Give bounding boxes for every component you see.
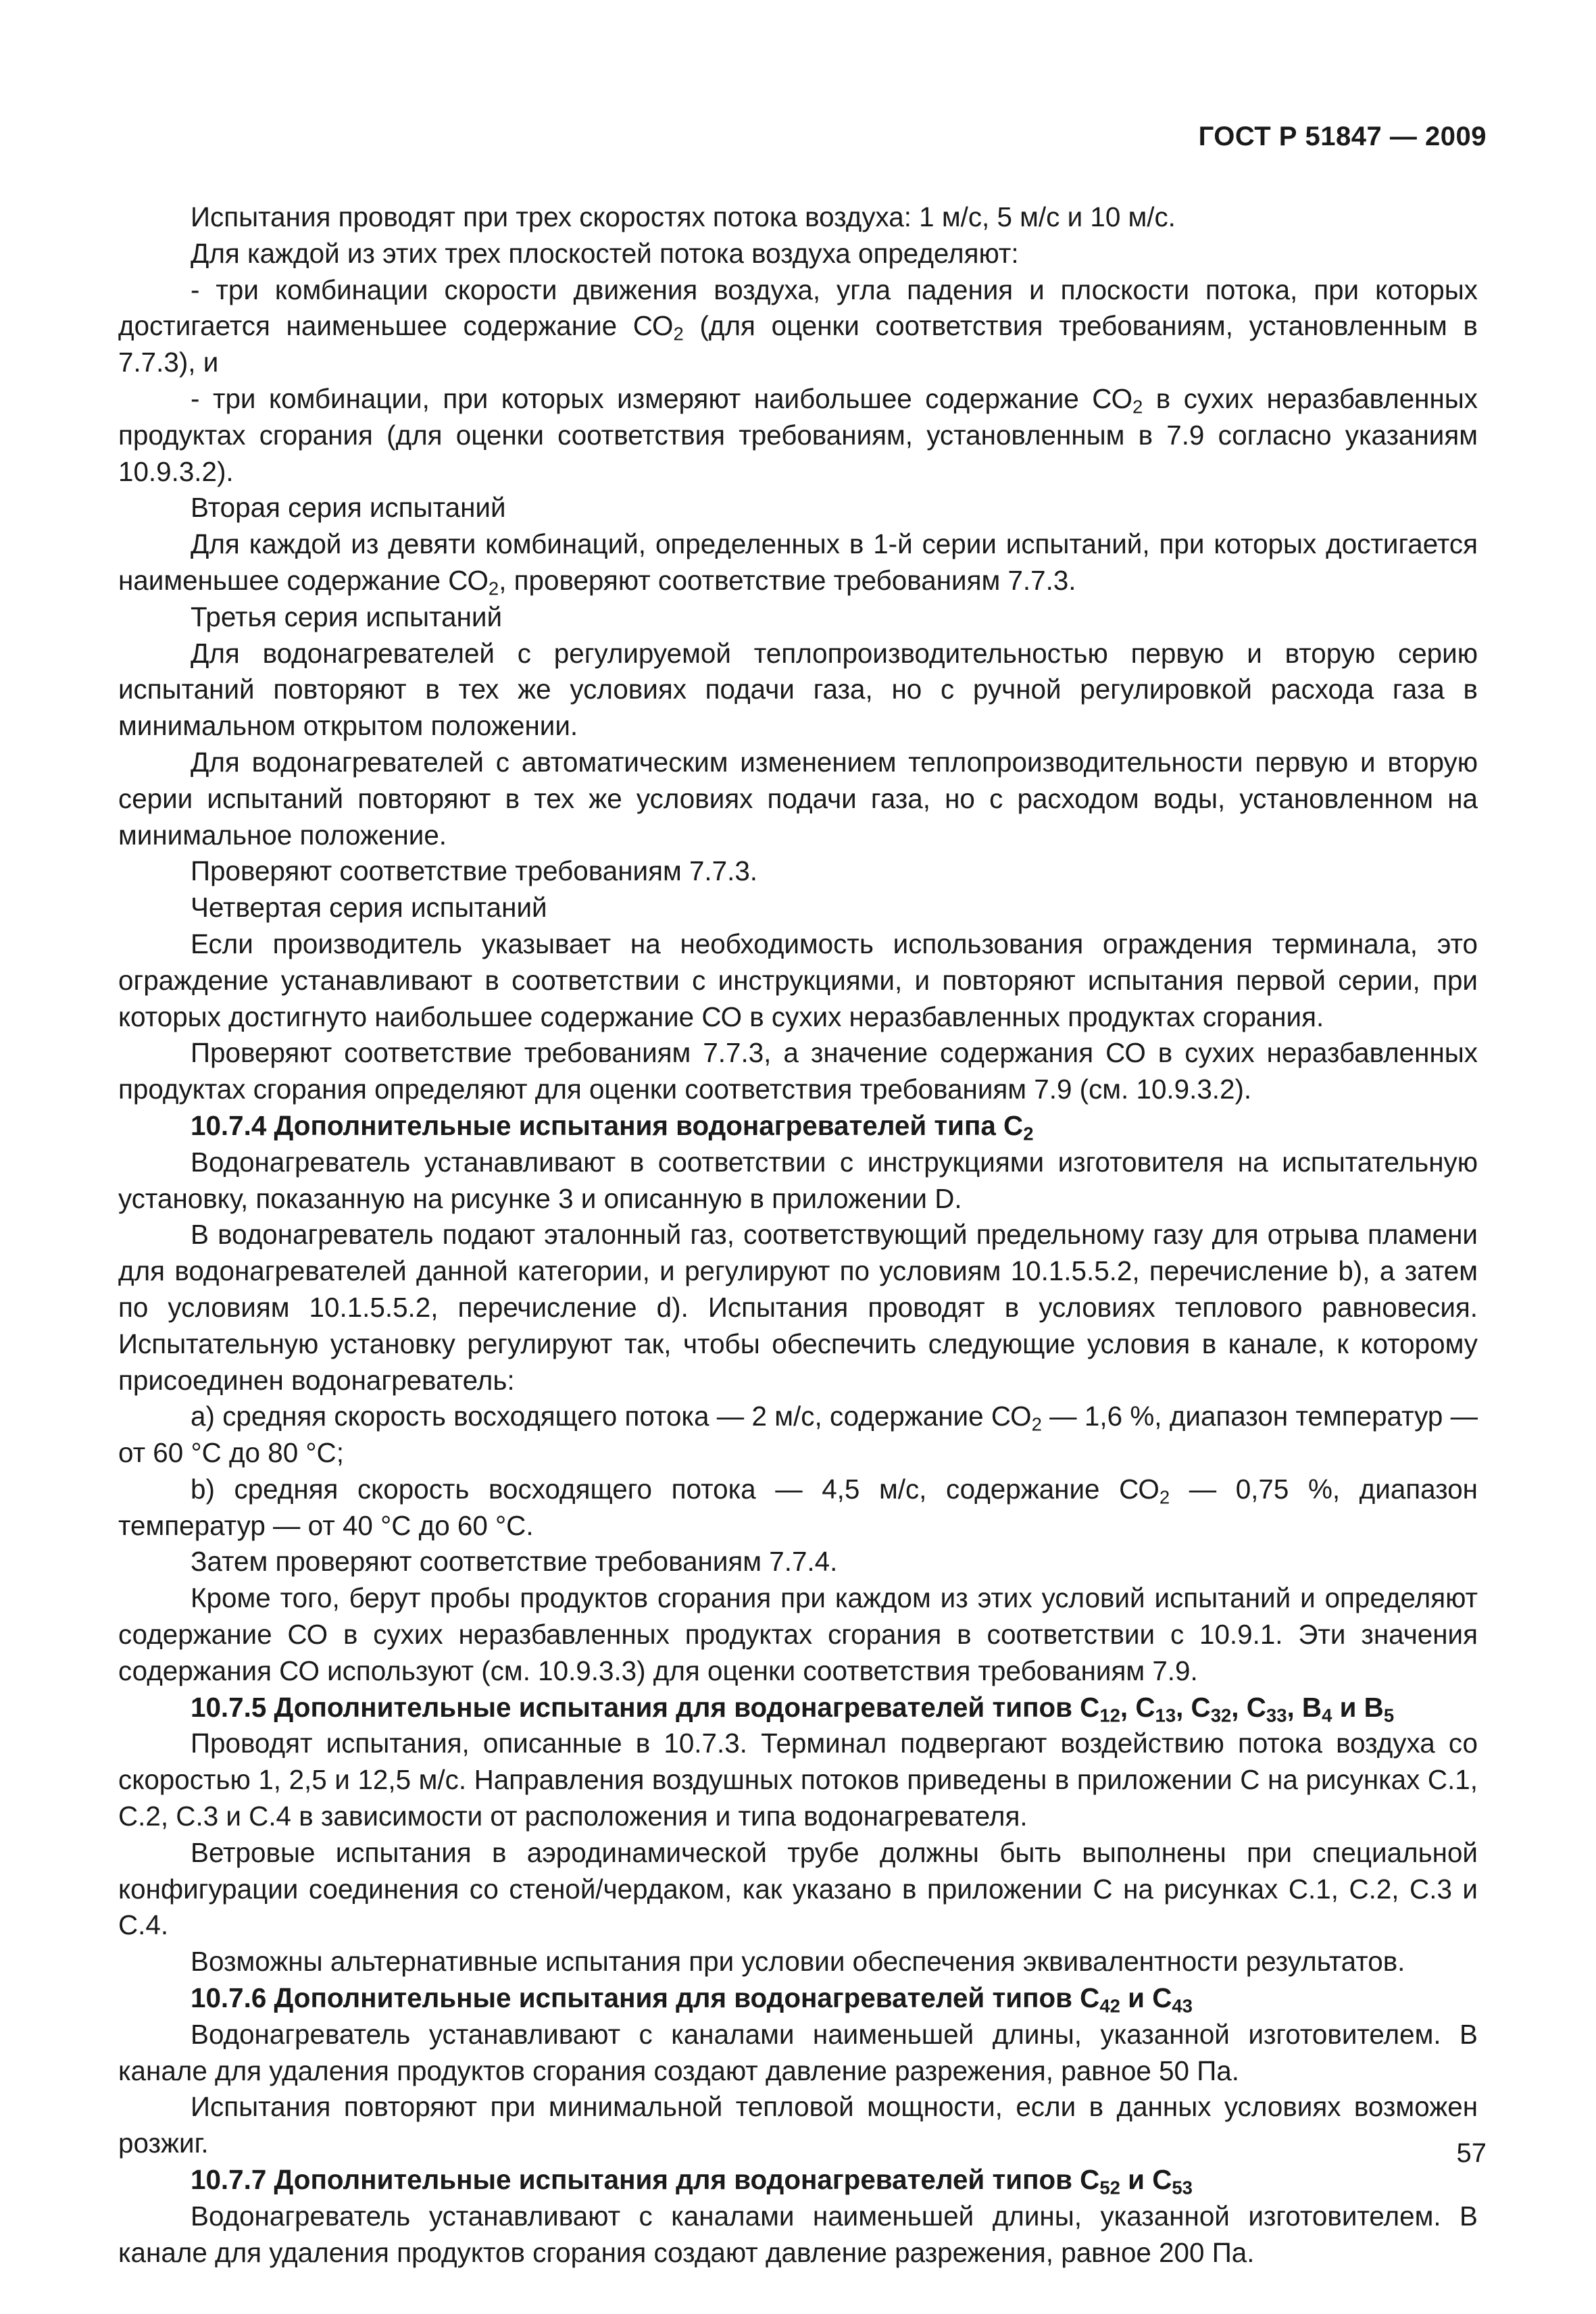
subscript: 42 xyxy=(1099,1995,1120,2017)
text-run: , проверяют соответствие требованиям 7.7.3. xyxy=(499,564,1076,596)
paragraph xyxy=(118,381,1478,490)
text-run: 10.7.5 Дополнительные испытания для водонагревателей типов С xyxy=(191,1691,1100,1723)
subscript: 2 xyxy=(1023,1123,1034,1145)
text-run: 10.7.4 Дополнительные испытания водонагревателей типа С xyxy=(191,1109,1024,1141)
text-run: , С xyxy=(1176,1691,1211,1723)
subscript: 33 xyxy=(1266,1705,1287,1726)
text-run: Ветровые испытания в аэродинамической трубе должны быть выполнены при специальной конфигурации соединения со стеной/чердаком, как указано в приложении С на рисунках С.1, С.2, С.3 и С.4. xyxy=(118,1836,1478,1941)
text-run: — 0,75 %, диапазон температур — от 40 °С до 60 °С. xyxy=(118,1473,1478,1541)
text-run: Четвертая серия испытаний xyxy=(191,892,547,924)
text-run: , С xyxy=(1120,1691,1155,1723)
text-run: В водонагреватель подают эталонный газ, соответствующий предельному газу для отрыва пламени для водонагревателей данной категории, и регулируют по условиям 10.1.5.5.2, перечисление b), а затем по условиям 10.1.5.5.2, перечисление d). Испытания проводят в условиях теплового равновесия. Испытательную установку регулируют так, чтобы обеспечить следующие условия в канале, к которому присоединен водонагреватель: xyxy=(118,1219,1478,1396)
text-run: в сухих неразбавленных продуктах сгорания (для оценки соответствия требованиям, установленным в 7.9 согласно указаниям 10.9.3.2). xyxy=(118,382,1478,487)
text-run: Водонагреватель устанавливают в соответствии с инструкциями изготовителя на испытательную установку, показанную на рисунке 3 и описанную в приложении D. xyxy=(118,1146,1478,1214)
text-run: и В xyxy=(1332,1691,1384,1723)
text-run: Для водонагревателей с регулируемой теплопроизводительностью первую и вторую серию испытаний повторяют в тех же условиях подачи газа, но с ручной регулировкой расхода газа в минимальном открытом положении. xyxy=(118,637,1478,742)
section-heading xyxy=(118,1690,1478,1726)
text-run: Затем проверяют соответствие требованиям 7.7.4. xyxy=(191,1546,838,1578)
subscript: 52 xyxy=(1099,2177,1120,2198)
paragraph xyxy=(118,2089,1478,2162)
text-run: и С xyxy=(1120,1982,1172,2014)
text-run: Если производитель указывает на необходимость использования ограждения терминала, это ограждение устанавливают в соответствии с инструкциями, и повторяют испытания первой серии, при которых достигнуто наибольшее содержание СО в сухих неразбавленных продуктах сгорания. xyxy=(118,928,1478,1032)
text-run: Проверяют соответствие требованиям 7.7.3. xyxy=(191,855,758,887)
text-run: Для каждой из этих трех плоскостей потока воздуха определяют: xyxy=(191,237,1019,269)
paragraph xyxy=(118,1544,1478,1580)
section-heading xyxy=(118,1108,1478,1145)
text-run: , С xyxy=(1231,1691,1266,1723)
section-heading xyxy=(118,1980,1478,2017)
text-run: 10.7.6 Дополнительные испытания для водонагревателей типов С xyxy=(191,1982,1100,2014)
text-run: Водонагреватель устанавливают с каналами наименьшей длины, указанной изготовителем. В канале для удаления продуктов сгорания создают давление разрежения, равное 200 Па. xyxy=(118,2200,1478,2268)
text-run: Для каждой из девяти комбинаций, определенных в 1-й серии испытаний, при которых достигается наименьшее содержание СО xyxy=(118,528,1478,596)
paragraph xyxy=(118,1726,1478,1834)
text-run: Проводят испытания, описанные в 10.7.3. Терминал подвергают воздействию потока воздуха со скоростью 1, 2,5 и 12,5 м/с. Направления воздушных потоков приведены в приложении С на рисунках С.1, С.2, С.3 и С.4 в зависимости от расположения и типа водонагревателя. xyxy=(118,1728,1478,1832)
text-run: (для оценки соответствия требованиям, установленным в 7.7.3), и xyxy=(118,310,1478,378)
subscript: 4 xyxy=(1322,1705,1332,1726)
subscript: 2 xyxy=(1132,396,1143,418)
text-run: , В xyxy=(1287,1691,1322,1723)
text-run: и С xyxy=(1120,2164,1172,2196)
text-run: Третья серия испытаний xyxy=(191,601,503,632)
subscript: 2 xyxy=(1159,1486,1170,1508)
subscript: 13 xyxy=(1155,1705,1176,1726)
text-run: 10.7.7 Дополнительные испытания для водонагревателей типов С xyxy=(191,2164,1100,2196)
paragraph xyxy=(118,1217,1478,1399)
page-number: 57 xyxy=(1456,2138,1487,2168)
paragraph xyxy=(118,272,1478,381)
paragraph xyxy=(118,1399,1478,1472)
subscript: 53 xyxy=(1172,2177,1193,2198)
text-run: Возможны альтернативные испытания при условии обеспечения эквивалентности результатов. xyxy=(191,1946,1405,1978)
text-run: - три комбинации, при которых измеряют наибольшее содержание СО xyxy=(191,382,1133,414)
text-run: Водонагреватель устанавливают с каналами наименьшей длины, указанной изготовителем. В канале для удаления продуктов сгорания создают давление разрежения, равное 50 Па. xyxy=(118,2018,1478,2086)
paragraph xyxy=(118,1145,1478,1217)
paragraph xyxy=(118,926,1478,1035)
paragraph xyxy=(118,599,1478,636)
subscript: 2 xyxy=(1031,1413,1042,1435)
text-run: Вторая серия испытаний xyxy=(191,492,506,524)
text-run: Кроме того, берут пробы продуктов сгорания при каждом из этих условий испытаний и определяют содержание СО в сухих неразбавленных продуктах сгорания в соответствии с 10.9.1. Эти значения содержания СО используют (см. 10.9.3.3) для оценки соответствия требованиям 7.9. xyxy=(118,1582,1478,1686)
text-run: Проверяют соответствие требованиям 7.7.3, а значение содержания СО в сухих неразбавленных продуктах сгорания определяют для оценки соответствия требованиям 7.9 (см. 10.9.3.2). xyxy=(118,1037,1478,1105)
subscript: 43 xyxy=(1172,1995,1193,2017)
subscript: 32 xyxy=(1210,1705,1232,1726)
paragraph xyxy=(118,853,1478,890)
paragraph xyxy=(118,890,1478,926)
paragraph xyxy=(118,1944,1478,1980)
paragraph xyxy=(118,236,1478,272)
paragraph xyxy=(118,1835,1478,1944)
text-run: - три комбинации скорости движения воздуха, угла падения и плоскости потока, при которых достигается наименьшее содержание СО xyxy=(118,274,1478,342)
document-header: ГОСТ Р 51847 — 2009 xyxy=(1198,122,1487,151)
section-heading xyxy=(118,2162,1478,2198)
text-run: а) средняя скорость восходящего потока — 2 м/с, содержание СО xyxy=(191,1401,1032,1432)
paragraph xyxy=(118,490,1478,526)
paragraph xyxy=(118,199,1478,236)
subscript: 2 xyxy=(673,324,684,345)
paragraph xyxy=(118,2017,1478,2090)
document-body xyxy=(118,199,1478,2271)
text-run: — 1,6 %, диапазон температур — от 60 °С до 80 °С; xyxy=(118,1401,1478,1469)
subscript: 2 xyxy=(488,578,499,599)
paragraph xyxy=(118,1035,1478,1108)
paragraph xyxy=(118,636,1478,745)
subscript: 5 xyxy=(1383,1705,1395,1726)
text-run: Испытания повторяют при минимальной тепловой мощности, если в данных условиях возможен розжиг. xyxy=(118,2091,1478,2159)
paragraph xyxy=(118,1580,1478,1689)
text-run: Испытания проводят при трех скоростях потока воздуха: 1 м/с, 5 м/с и 10 м/с. xyxy=(191,201,1176,232)
text-run: b) средняя скорость восходящего потока — 4,5 м/с, содержание СО xyxy=(191,1473,1159,1505)
paragraph xyxy=(118,745,1478,853)
paragraph xyxy=(118,1472,1478,1544)
subscript: 12 xyxy=(1099,1705,1120,1726)
paragraph xyxy=(118,526,1478,599)
paragraph xyxy=(118,2198,1478,2271)
text-run: Для водонагревателей с автоматическим изменением теплопроизводительности первую и вторую серии испытаний повторяют в тех же условиях подачи газа, но с расходом воды, установленном на минимальное положение. xyxy=(118,746,1478,851)
